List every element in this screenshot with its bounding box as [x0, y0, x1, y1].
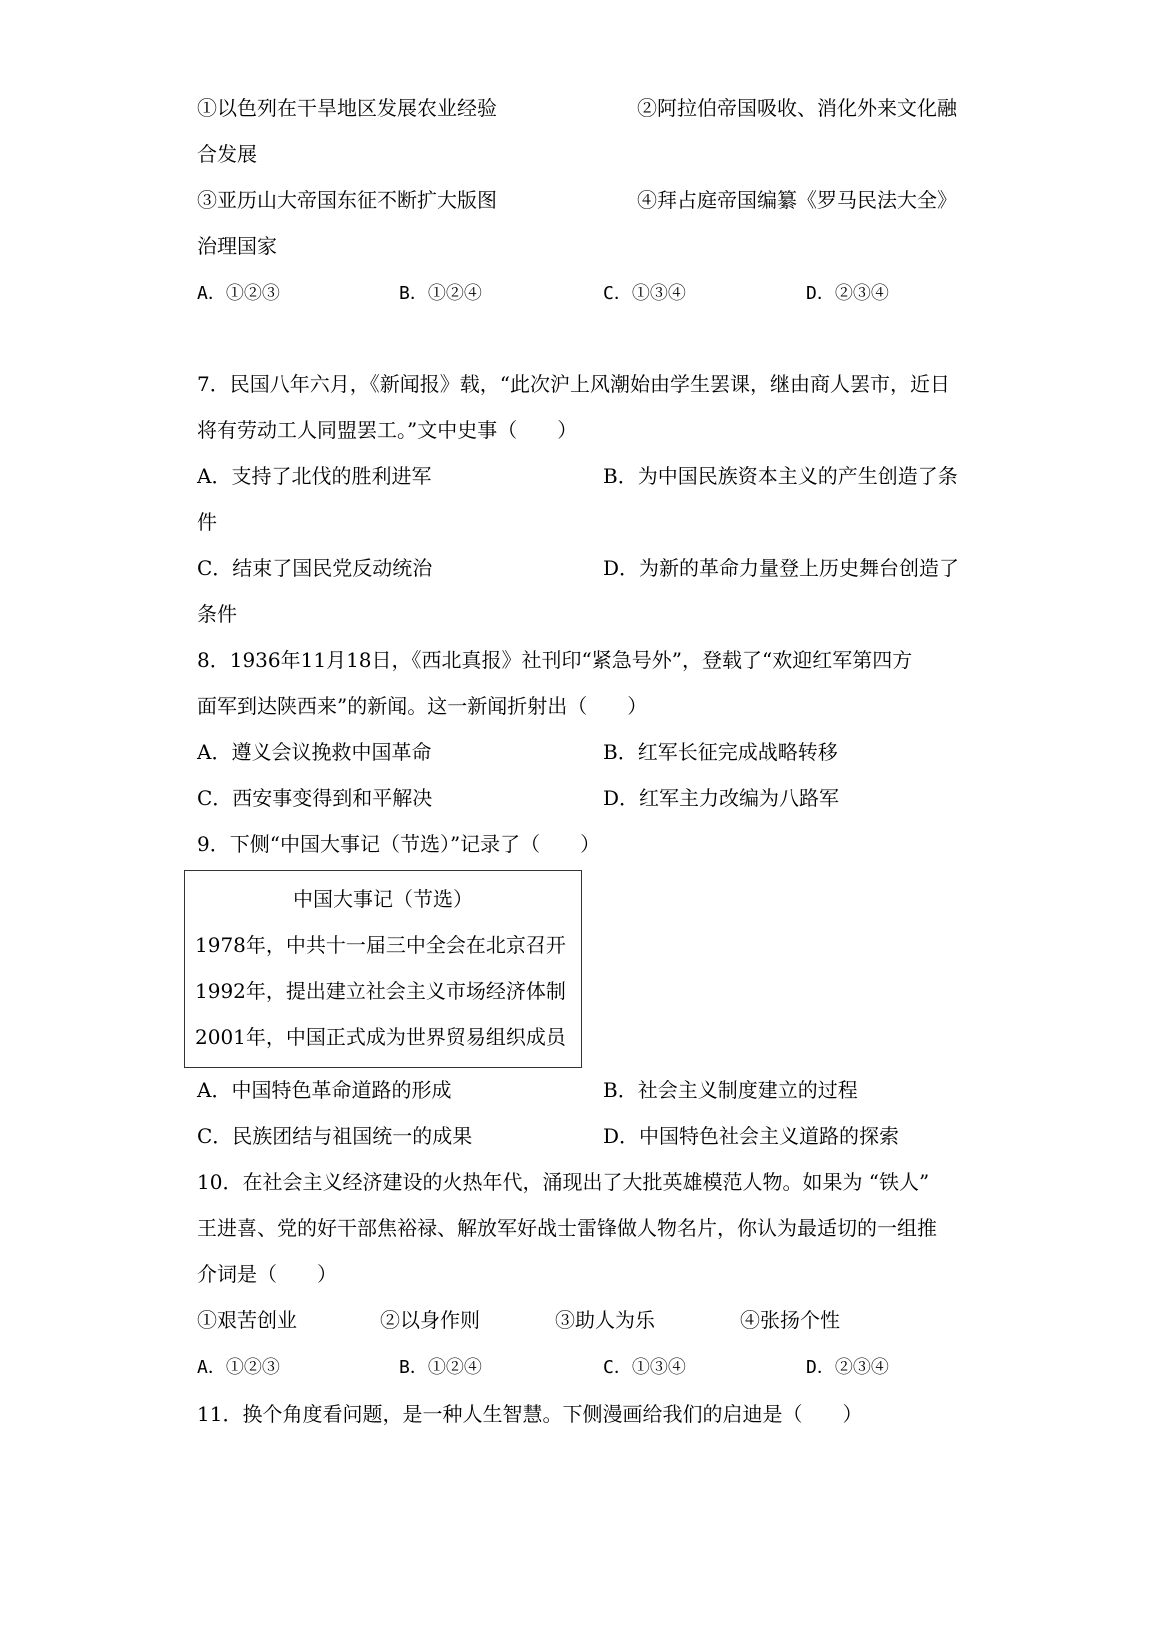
chronicle-entry-2001: 2001年，中国正式成为世界贸易组织成员 — [195, 1025, 566, 1049]
q6-item-4-cont: 治理国家 — [197, 234, 277, 258]
q7-option-a: A．支持了北伐的胜利进军 — [197, 464, 432, 488]
q7-option-c: C．结束了国民党反动统治 — [197, 556, 433, 580]
q6-item-4: ④拜占庭帝国编纂《罗马民法大全》 — [637, 188, 957, 212]
q10-option-c: C．①③④ — [603, 1357, 686, 1378]
q10-item-1: ①艰苦创业 — [197, 1308, 297, 1332]
q6-item-2: ②阿拉伯帝国吸收、消化外来文化融 — [637, 96, 957, 120]
q7-option-d-cont: 条件 — [197, 602, 237, 626]
q10-stem-cont-1: 王进喜、党的好干部焦裕禄、解放军好战士雷锋做人物名片，你认为最适切的一组推 — [197, 1216, 937, 1240]
q6-item-2-cont: 合发展 — [197, 142, 257, 166]
q10-item-3: ③助人为乐 — [555, 1308, 655, 1332]
q6-item-3: ③亚历山大帝国东征不断扩大版图 — [197, 188, 497, 212]
q10-option-d: D．②③④ — [806, 1357, 889, 1378]
q10-option-b: B．①②④ — [399, 1357, 482, 1378]
q7-stem-cont: 将有劳动工人同盟罢工。”文中史事（ ） — [197, 418, 578, 442]
q6-option-b: B．①②④ — [399, 283, 482, 304]
q7-stem: 7．民国八年六月，《新闻报》载，“此次沪上风潮始由学生罢课，继由商人罢市，近日 — [197, 372, 950, 396]
chronicle-entry-1992: 1992年，提出建立社会主义市场经济体制 — [195, 979, 566, 1003]
q10-stem: 10．在社会主义经济建设的火热年代，涌现出了大批英雄模范人物。如果为 “铁人” — [197, 1170, 930, 1194]
q6-item-1: ①以色列在干旱地区发展农业经验 — [197, 96, 497, 120]
q9-option-c: C．民族团结与祖国统一的成果 — [197, 1124, 473, 1148]
q6-option-d: D．②③④ — [806, 283, 889, 304]
q9-option-d: D．中国特色社会主义道路的探索 — [603, 1124, 900, 1148]
q8-stem-cont: 面军到达陕西来”的新闻。这一新闻折射出（ ） — [197, 694, 648, 718]
q6-option-a: A．①②③ — [197, 283, 280, 304]
q7-option-d: D．为新的革命力量登上历史舞台创造了 — [603, 556, 960, 580]
chronicle-entry-1978: 1978年，中共十一届三中全会在北京召开 — [195, 933, 566, 957]
q10-item-2: ②以身作则 — [380, 1308, 480, 1332]
q8-option-b: B．红军长征完成战略转移 — [603, 740, 838, 764]
q7-option-b: B．为中国民族资本主义的产生创造了条 — [603, 464, 958, 488]
q8-option-c: C．西安事变得到和平解决 — [197, 786, 433, 810]
chronicle-title: 中国大事记（节选） — [293, 887, 473, 911]
q9-option-a: A．中国特色革命道路的形成 — [197, 1078, 452, 1102]
q7-option-b-cont: 件 — [197, 510, 217, 534]
q9-stem: 9．下侧“中国大事记（节选）”记录了（ ） — [197, 832, 601, 856]
q8-option-a: A．遵义会议挽救中国革命 — [197, 740, 432, 764]
q10-option-a: A．①②③ — [197, 1357, 280, 1378]
q8-stem: 8．1936年11月18日，《西北真报》社刊印“紧急号外”，登载了“欢迎红军第四方 — [197, 648, 913, 672]
q8-option-d: D．红军主力改编为八路军 — [603, 786, 840, 810]
q9-option-b: B．社会主义制度建立的过程 — [603, 1078, 858, 1102]
q10-item-4: ④张扬个性 — [740, 1308, 840, 1332]
chronicle-box — [184, 870, 582, 1068]
q6-option-c: C．①③④ — [603, 283, 686, 304]
q10-stem-cont-2: 介词是（ ） — [197, 1262, 337, 1286]
q11-stem: 11．换个角度看问题，是一种人生智慧。下侧漫画给我们的启迪是（ ） — [197, 1402, 863, 1426]
